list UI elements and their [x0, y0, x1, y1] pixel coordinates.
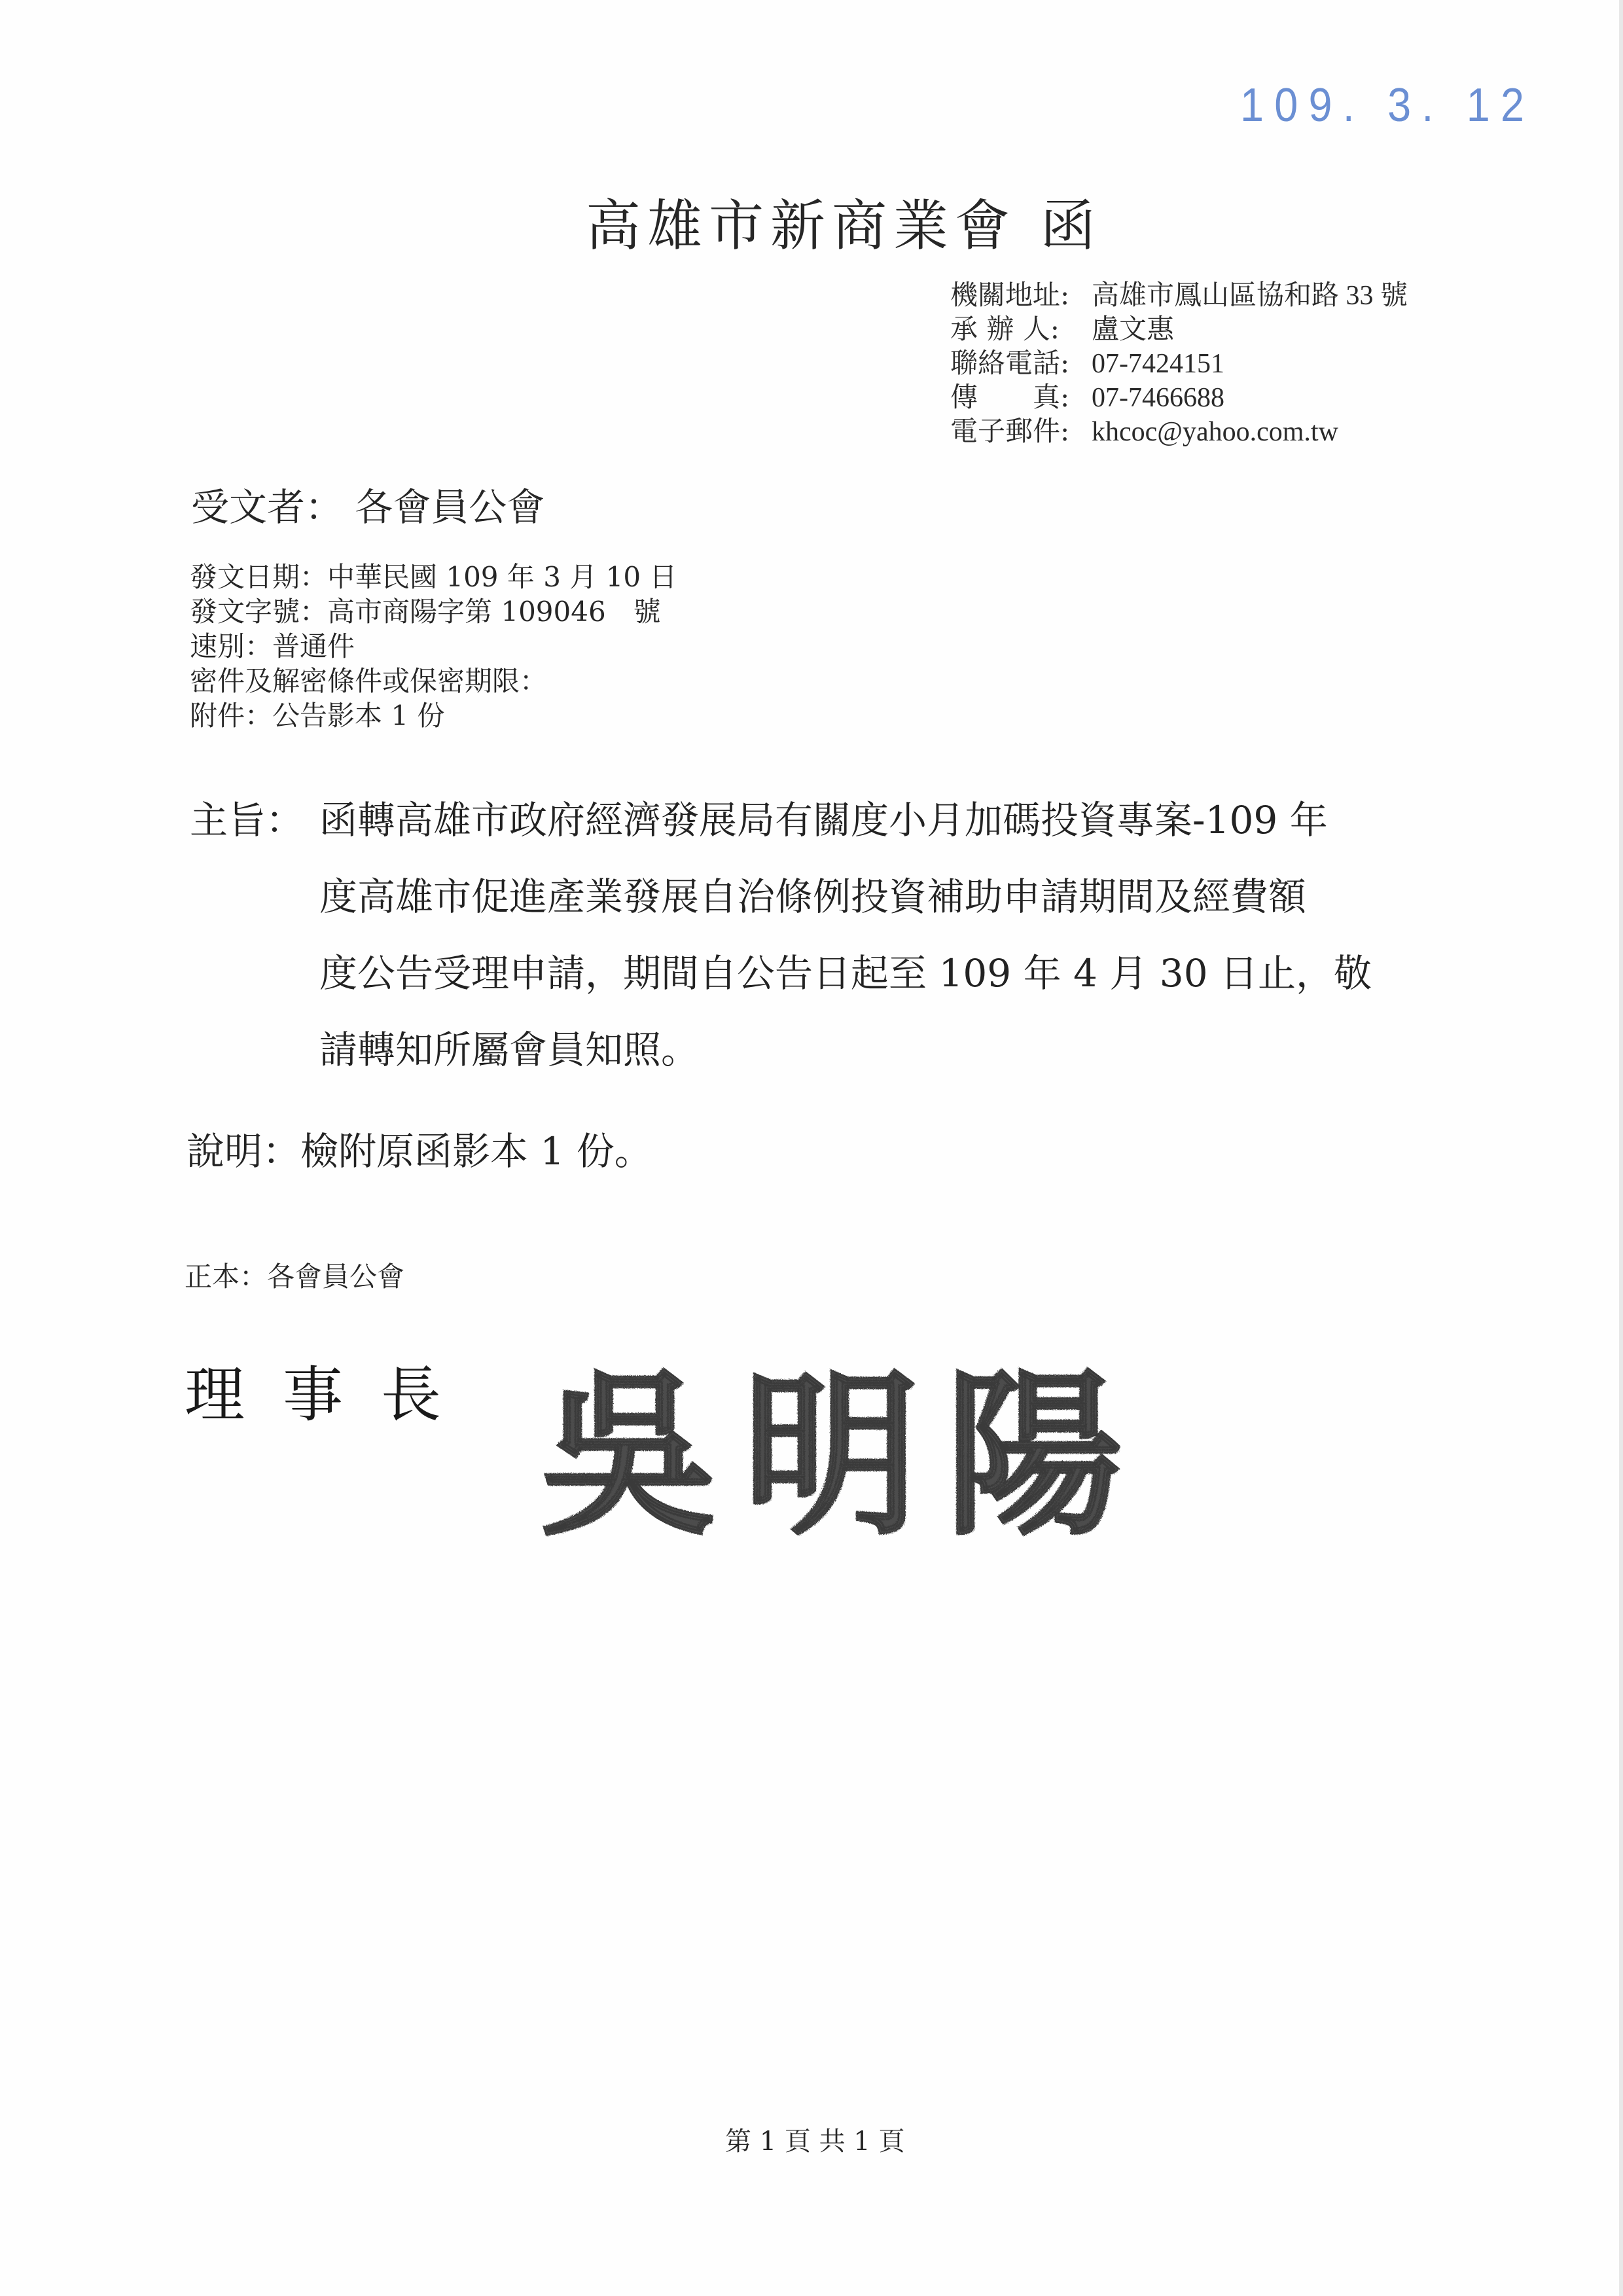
signature-seal [537, 1342, 1152, 1551]
contact-value: 盧文惠 [1092, 315, 1175, 345]
received-date-stamp: 109. 3. 12 [1240, 79, 1535, 132]
subject-line: 度公告受理申請，期間自公告日起至 109 年 4 月 30 日止，敬 [319, 951, 1372, 996]
contact-label: 機關地址: [950, 279, 1070, 311]
explanation: 說明：檢附原函影本 1 份。 [187, 1129, 652, 1174]
contact-handler [950, 312, 1408, 346]
document-title: 高雄市新商業會 函 [586, 194, 1102, 258]
subject-line: 度高雄市促進產業發展自治條例投資補助申請期間及經費額 [319, 874, 1307, 919]
subject-line: 請轉知所屬會員知照。 [319, 1028, 700, 1072]
contact-phone [950, 346, 1408, 380]
issue-date: 發文日期：中華民國 109 年 3 月 10 日 [190, 561, 677, 593]
delivery-speed: 速別：普通件 [190, 630, 355, 662]
contact-value: 07-7466688 [1092, 383, 1224, 413]
contact-fax [950, 380, 1408, 414]
confidentiality: 密件及解密條件或保密期限： [190, 665, 548, 697]
signature-seal-image [537, 1342, 1152, 1551]
document-meta [190, 560, 677, 733]
contact-label: 承 辦 人: [950, 313, 1060, 345]
contact-label: 聯絡電話: [950, 347, 1070, 379]
contact-value: 高雄市鳳山區協和路 33 號 [1092, 281, 1408, 311]
contact-label: 電子郵件: [950, 415, 1070, 447]
subject-heading: 主旨： [190, 798, 304, 842]
scan-edge-divider [1619, 0, 1623, 2296]
page-footer: 第 1 頁 共 1 頁 [725, 2126, 905, 2157]
attachments: 附件：公告影本 1 份 [190, 700, 445, 732]
copy-to: 正本：各會員公會 [185, 1261, 405, 1293]
svg-text:吳明陽: 吳明陽 [540, 1351, 1149, 1551]
email-link[interactable]: khcoc@yahoo.com.tw [1092, 417, 1338, 447]
chairman-title: 理事長 [185, 1360, 480, 1430]
subject-line: 函轉高雄市政府經濟發展局有關度小月加碼投資專案-109 年 [319, 798, 1328, 842]
contact-value: 07-7424151 [1092, 349, 1224, 379]
recipient-line: 受文者： 各會員公會 [191, 485, 545, 529]
contact-address [950, 278, 1408, 312]
contact-label: 傳 真: [950, 381, 1070, 413]
contact-block [950, 278, 1408, 448]
issue-number: 發文字號：高市商陽字第 109046 號 [190, 596, 661, 628]
contact-email [950, 414, 1408, 448]
